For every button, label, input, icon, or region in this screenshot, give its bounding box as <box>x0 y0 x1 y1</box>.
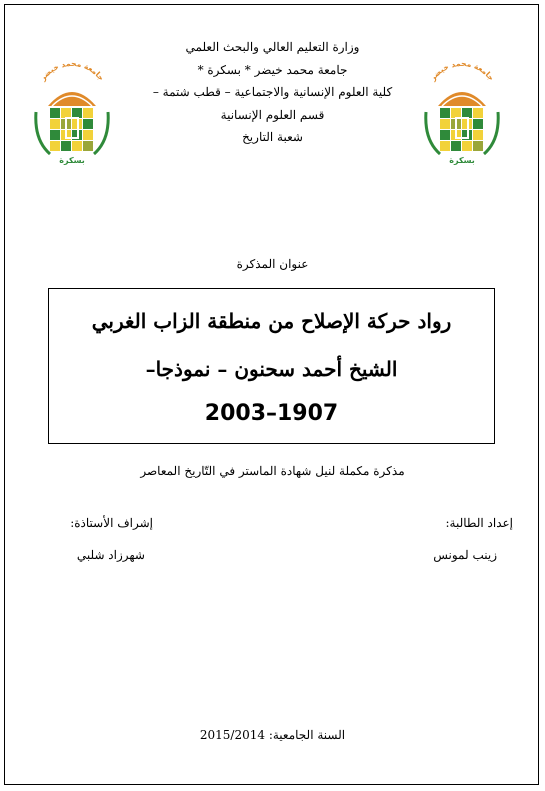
institution-header <box>110 36 435 149</box>
ministry-name: وزارة التعليم العالي والبحث العلمي <box>185 40 360 54</box>
university-logo-left <box>28 50 116 168</box>
logo-top-text: جامعة محمد خيضر <box>38 58 106 83</box>
logo-tiles-right <box>440 108 483 151</box>
svg-text:جامعة محمد خيضر <box>37 59 106 83</box>
student-label: إعداد الطالبة: <box>445 516 513 530</box>
student-name: زينب لمونس <box>433 548 497 562</box>
thesis-title-years: 1907–2003 <box>204 401 339 426</box>
logo-bottom-text: بسكرة <box>449 156 475 165</box>
academic-year-value: 2015/2014 <box>199 728 265 742</box>
branch-name: شعبة التاريخ <box>242 130 303 144</box>
thesis-title-line1: رواد حركة الإصلاح من منطقة الزاب الغربي <box>91 309 452 333</box>
thesis-title-box <box>48 288 495 444</box>
thesis-title-line2: الشيخ أحمد سحنون – نموذجا– <box>145 357 398 381</box>
logo-top-text: جامعة محمد خيضر <box>428 58 496 83</box>
thesis-title-label: عنوان المذكرة <box>236 257 309 271</box>
logo-bottom-text: بسكرة <box>59 156 85 165</box>
academic-year-label: السنة الجامعية: <box>268 728 346 742</box>
university-name: جامعة محمد خيضر * بسكرة * <box>197 62 348 77</box>
supervisor-label: إشراف الأستاذة: <box>70 516 153 530</box>
svg-text:جامعة محمد خيضر <box>427 59 496 83</box>
faculty-name: كلية العلوم الإنسانية والاجتماعية – قطب شتمة – <box>152 85 393 99</box>
thesis-subtitle: مذكرة مكملة لنيل شهادة الماستر في التّاريخ المعاصر <box>140 464 405 478</box>
academic-year <box>0 728 545 742</box>
logo-tiles-left <box>50 108 93 151</box>
department-name: قسم العلوم الإنسانية <box>220 107 325 122</box>
supervisor-name: شهرزاد شلبي <box>76 548 145 562</box>
